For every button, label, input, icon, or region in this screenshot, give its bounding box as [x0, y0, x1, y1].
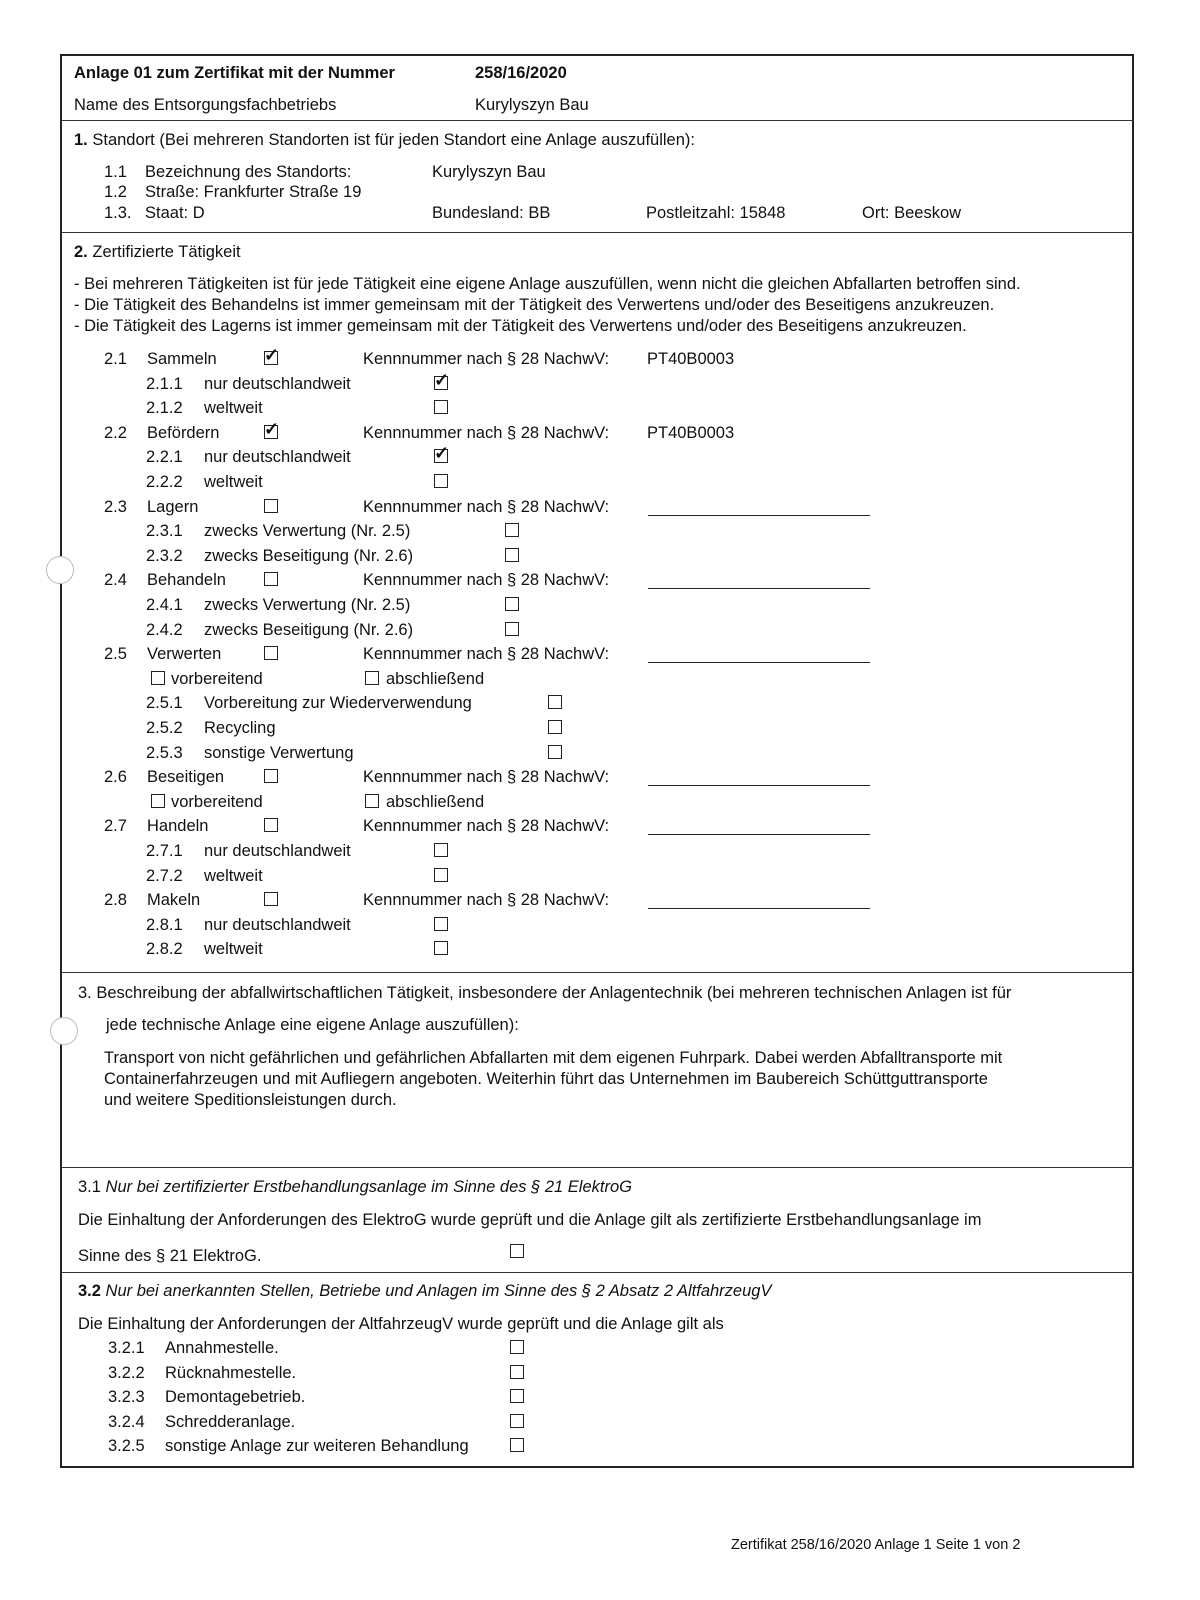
sub-activity-checkbox[interactable] — [434, 474, 448, 488]
sub-activity-checkbox[interactable] — [505, 597, 519, 611]
street-label: Straße: Frankfurter Straße 19 — [145, 183, 362, 201]
activity-number: 2.5 — [104, 645, 127, 664]
activity-checkbox[interactable] — [264, 818, 278, 832]
section31-number: 3.1 — [78, 1178, 101, 1196]
sub-activity-number: 2.4.1 — [146, 596, 183, 614]
activity-label: Sammeln — [147, 350, 217, 368]
activity-label: Beseitigen — [147, 768, 225, 787]
certificate-label: Anlage 01 zum Zertifikat mit der Nummer — [74, 64, 395, 82]
sub-activity-label: Recycling — [204, 719, 276, 737]
sub-activity-number: 2.3.1 — [146, 522, 183, 541]
sub-activity-label: Vorbereitung zur Wiederverwendung — [204, 694, 472, 713]
sub-activity-checkbox[interactable] — [434, 843, 448, 857]
id-number-label: Kennnummer nach § 28 NachwV: — [363, 350, 610, 368]
activity-checkbox[interactable] — [264, 892, 278, 906]
item-number: 3.2.3 — [108, 1388, 145, 1407]
id-number-value: PT40B0003 — [647, 350, 735, 368]
id-number-label: Kennnummer nach § 28 NachwV: — [363, 891, 610, 910]
section31-text: Sinne des § 21 ElektroG. — [78, 1247, 262, 1265]
id-number-field[interactable] — [648, 662, 870, 663]
final-checkbox[interactable] — [365, 671, 379, 685]
company-name: Kurylyszyn Bau — [475, 96, 589, 114]
section2-note: - Die Tätigkeit des Behandelns ist immer gemeinsam mit der Tätigkeit des Verwertens und/oder des Beseitigens anzukreuzen. — [74, 296, 995, 314]
activity-checkbox[interactable] — [264, 646, 278, 660]
section2-note: - Die Tätigkeit des Lagerns ist immer gemeinsam mit der Tätigkeit des Verwertens und/oder des Beseitigens anzukreuzen. — [74, 317, 967, 335]
activity-checkbox[interactable] — [264, 572, 278, 586]
row-number: 1.2 — [104, 183, 127, 201]
section3-title-line2: jede technische Anlage eine eigene Anlage auszufüllen): — [106, 1016, 519, 1034]
activity-label: Handeln — [147, 817, 209, 836]
state-label: Bundesland: BB — [432, 204, 551, 222]
checkmark-icon: ✓ — [264, 345, 280, 365]
sub-activity-label: zwecks Verwertung (Nr. 2.5) — [204, 596, 411, 614]
city-label: Ort: Beeskow — [862, 204, 962, 222]
section3-description-line: Transport von nicht gefährlichen und gefährlichen Abfallarten mit dem eigenen Fuhrpark. Dabei werden Abfalltransporte mit — [104, 1049, 1003, 1067]
sub-activity-number: 2.2.2 — [146, 473, 183, 491]
id-number-field[interactable] — [648, 515, 870, 516]
sub-activity-checkbox[interactable] — [548, 745, 562, 759]
preparatory-checkbox[interactable] — [151, 794, 165, 808]
item-checkbox[interactable] — [510, 1438, 524, 1452]
section3-description-line: Containerfahrzeugen und mit Aufliegern angeboten. Weiterhin führt das Unternehmen im Baubereich Schüttguttransporte — [104, 1070, 988, 1088]
sub-activity-checkbox[interactable] — [548, 695, 562, 709]
sub-activity-label: zwecks Verwertung (Nr. 2.5) — [204, 522, 411, 541]
location-name-label: Bezeichnung des Standorts: — [145, 163, 352, 181]
sub-activity-checkbox[interactable] — [434, 941, 448, 955]
activity-checkbox[interactable] — [264, 499, 278, 513]
sub-activity-label: nur deutschlandweit — [204, 448, 351, 467]
section31-title: Nur bei zertifizierter Erstbehandlungsanlage im Sinne des § 21 ElektroG — [105, 1178, 632, 1196]
divider — [62, 120, 1134, 121]
id-number-label: Kennnummer nach § 28 NachwV: — [363, 423, 610, 442]
divider — [62, 1272, 1134, 1273]
country-label: Staat: D — [145, 204, 205, 222]
sub-activity-checkbox[interactable] — [548, 720, 562, 734]
id-number-label: Kennnummer nach § 28 NachwV: — [363, 645, 610, 664]
sub-activity-label: zwecks Beseitigung (Nr. 2.6) — [204, 546, 414, 565]
sub-activity-number: 2.7.2 — [146, 866, 183, 885]
final-label: abschließend — [386, 792, 485, 811]
divider — [62, 232, 1134, 233]
activity-number: 2.4 — [104, 571, 127, 590]
item-checkbox[interactable] — [510, 1389, 524, 1403]
preparatory-label: vorbereitend — [171, 669, 263, 688]
checkmark-icon: ✓ — [434, 443, 450, 464]
activity-number: 2.2 — [104, 423, 127, 442]
section2-number: 2. — [74, 243, 88, 261]
activity-label: Verwerten — [147, 645, 222, 664]
sub-activity-label: nur deutschlandweit — [204, 374, 351, 393]
id-number-label: Kennnummer nach § 28 NachwV: — [363, 817, 610, 836]
activity-checkbox[interactable] — [264, 345, 280, 365]
sub-activity-checkbox[interactable] — [434, 369, 450, 390]
sub-activity-label: weltweit — [204, 940, 263, 959]
activity-label: Befördern — [147, 423, 220, 442]
sub-activity-number: 2.7.1 — [146, 842, 183, 860]
activity-label: Makeln — [147, 891, 201, 910]
sub-activity-number: 2.5.3 — [146, 743, 183, 762]
section32-title: Nur bei anerkannten Stellen, Betriebe und Anlagen im Sinne des § 2 Absatz 2 AltfahrzeugV — [105, 1282, 772, 1300]
sub-activity-number: 2.8.1 — [146, 915, 183, 934]
section1-number: 1. — [74, 131, 88, 149]
item-checkbox[interactable] — [510, 1340, 524, 1354]
sub-activity-number: 2.3.2 — [146, 546, 183, 565]
id-number-field[interactable] — [648, 908, 870, 909]
elektrog-checkbox[interactable] — [510, 1244, 524, 1258]
section3-description-line: und weitere Speditionsleistungen durch. — [104, 1091, 397, 1109]
section32-number: 3.2 — [78, 1282, 101, 1300]
section32-heading — [78, 1281, 771, 1301]
row-number: 1.1 — [104, 163, 127, 181]
item-number: 3.2.2 — [108, 1363, 145, 1382]
id-number-label: Kennnummer nach § 28 NachwV: — [363, 768, 610, 787]
id-number-field[interactable] — [648, 588, 870, 589]
activity-number: 2.1 — [104, 350, 127, 368]
sub-activity-checkbox[interactable] — [434, 917, 448, 931]
punch-hole — [46, 556, 74, 584]
section3-title-line1: 3. Beschreibung der abfallwirtschaftlichen Tätigkeit, insbesondere der Anlagentechnik (bei mehreren technischen Anlagen ist für — [78, 984, 1012, 1002]
item-label: Rücknahmestelle. — [165, 1363, 297, 1382]
sub-activity-checkbox[interactable] — [434, 400, 448, 414]
certificate-number: 258/16/2020 — [475, 64, 567, 82]
divider — [62, 972, 1134, 973]
page-footer: Zertifikat 258/16/2020 Anlage 1 Seite 1 von 2 — [731, 1537, 1021, 1553]
sub-activity-label: nur deutschlandweit — [204, 915, 351, 934]
sub-activity-label: sonstige Verwertung — [204, 743, 354, 762]
section2-title: Zertifizierte Tätigkeit — [92, 243, 241, 261]
sub-activity-label: weltweit — [204, 399, 263, 418]
punch-hole — [50, 1017, 78, 1045]
sub-activity-checkbox[interactable] — [505, 548, 519, 562]
item-number: 3.2.4 — [108, 1412, 145, 1431]
sub-activity-checkbox[interactable] — [434, 443, 450, 464]
sub-activity-number: 2.8.2 — [146, 940, 183, 959]
item-label: Demontagebetrieb. — [165, 1388, 306, 1407]
sub-activity-label: nur deutschlandweit — [204, 842, 351, 860]
sub-activity-label: zwecks Beseitigung (Nr. 2.6) — [204, 620, 414, 639]
sub-activity-number: 2.5.1 — [146, 694, 183, 713]
section31-heading — [78, 1177, 632, 1197]
item-number: 3.2.5 — [108, 1437, 145, 1456]
section31-text: Die Einhaltung der Anforderungen des ElektroG wurde geprüft und die Anlage gilt als zertifizierte Erstbehandlungsanlage im — [78, 1211, 982, 1229]
id-number-label: Kennnummer nach § 28 NachwV: — [363, 497, 610, 516]
sub-activity-number: 2.1.1 — [146, 374, 183, 393]
section1-title: Standort (Bei mehreren Standorten ist für jeden Standort eine Anlage auszufüllen): — [92, 131, 695, 149]
id-number-field[interactable] — [648, 834, 870, 835]
preparatory-checkbox[interactable] — [151, 671, 165, 685]
sub-activity-number: 2.5.2 — [146, 719, 183, 737]
row-number: 1.3. — [104, 204, 132, 222]
sub-activity-number: 2.4.2 — [146, 620, 183, 639]
item-label: Annahmestelle. — [165, 1339, 279, 1357]
activity-label: Lagern — [147, 497, 199, 516]
id-number-label: Kennnummer nach § 28 NachwV: — [363, 571, 610, 590]
sub-activity-checkbox[interactable] — [434, 868, 448, 882]
activity-number: 2.7 — [104, 817, 127, 836]
activity-checkbox[interactable] — [264, 418, 280, 439]
activity-number: 2.8 — [104, 891, 127, 910]
section2-note: - Bei mehreren Tätigkeiten ist für jede Tätigkeit eine eigene Anlage auszufüllen, wenn nicht die gleichen Abfallarten betroffen sind. — [74, 275, 1021, 293]
company-label: Name des Entsorgungsfachbetriebs — [74, 96, 337, 114]
sub-activity-label: weltweit — [204, 866, 263, 885]
final-checkbox[interactable] — [365, 794, 379, 808]
location-name-value: Kurylyszyn Bau — [432, 163, 546, 181]
checkmark-icon: ✓ — [434, 369, 450, 390]
sub-activity-number: 2.1.2 — [146, 399, 183, 418]
sub-activity-checkbox[interactable] — [505, 523, 519, 537]
item-label: Schredderanlage. — [165, 1412, 296, 1431]
activity-number: 2.3 — [104, 497, 127, 516]
preparatory-label: vorbereitend — [171, 792, 263, 811]
item-number: 3.2.1 — [108, 1339, 145, 1357]
activity-number: 2.6 — [104, 768, 127, 787]
section1-heading — [74, 130, 695, 150]
sub-activity-label: weltweit — [204, 473, 263, 491]
item-checkbox[interactable] — [510, 1365, 524, 1379]
sub-activity-number: 2.2.1 — [146, 448, 183, 467]
divider — [62, 1167, 1134, 1168]
activity-label: Behandeln — [147, 571, 226, 590]
item-label: sonstige Anlage zur weiteren Behandlung — [165, 1437, 469, 1456]
section32-intro: Die Einhaltung der Anforderungen der AltfahrzeugV wurde geprüft und die Anlage gilt als — [78, 1315, 724, 1333]
section2-heading — [74, 242, 241, 262]
sub-activity-checkbox[interactable] — [505, 622, 519, 636]
final-label: abschließend — [386, 669, 485, 688]
item-checkbox[interactable] — [510, 1414, 524, 1428]
id-number-value: PT40B0003 — [647, 423, 735, 442]
id-number-field[interactable] — [648, 785, 870, 786]
postal-code-label: Postleitzahl: 15848 — [646, 204, 786, 222]
checkmark-icon: ✓ — [264, 418, 280, 439]
activity-checkbox[interactable] — [264, 769, 278, 783]
